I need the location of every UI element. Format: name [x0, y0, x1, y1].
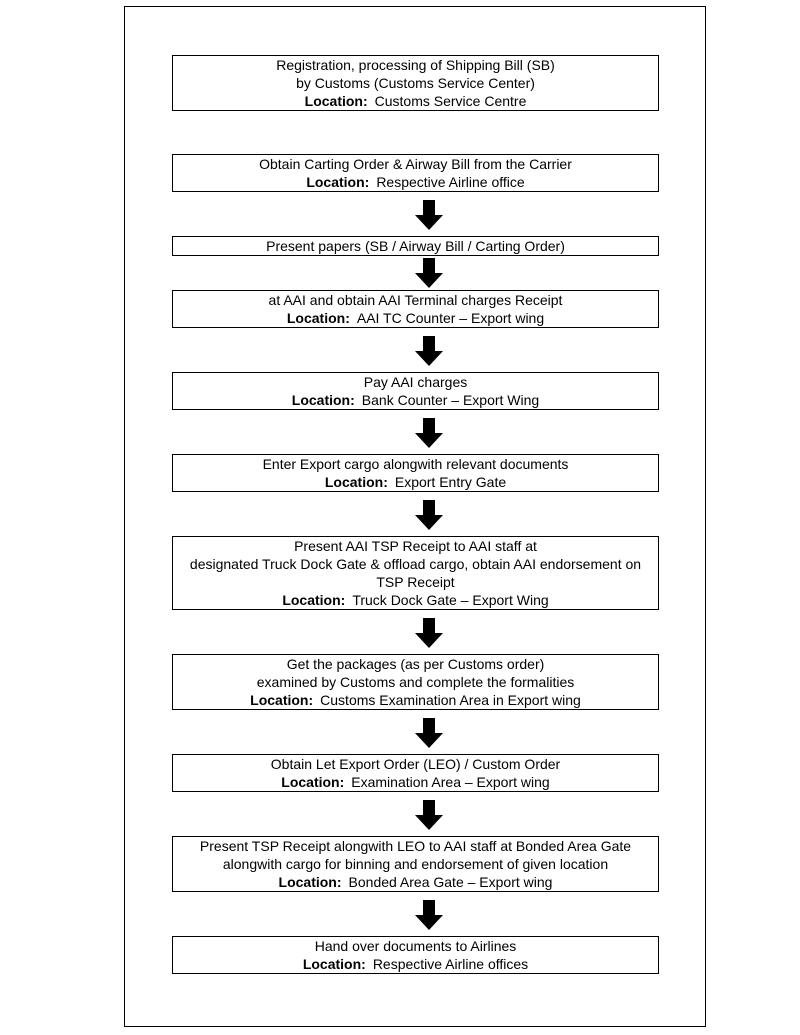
step-text: examined by Customs and complete the formalities — [256, 674, 575, 690]
step-text: Hand over documents to Airlines — [314, 938, 517, 954]
step-location — [179, 873, 652, 891]
flow-connector — [172, 200, 659, 230]
down-arrow-icon — [415, 258, 443, 288]
location-label: Location: — [302, 956, 366, 972]
step-text: Enter Export cargo alongwith relevant documents — [262, 456, 569, 472]
step-text: alongwith cargo for binning and endorsement of given location — [222, 856, 609, 872]
location-value: Respective Airline office — [376, 174, 525, 190]
flow-step-terminal-charges — [172, 290, 659, 328]
flow-step-customs-examination — [172, 654, 659, 710]
step-text: Obtain Carting Order & Airway Bill from the Carrier — [259, 156, 572, 172]
step-text: Get the packages (as per Customs order) — [286, 656, 545, 672]
down-arrow-icon — [415, 900, 443, 930]
step-text: Registration, processing of Shipping Bill (SB) — [276, 57, 555, 73]
down-arrow-icon — [415, 200, 443, 230]
flow-step-enter-cargo — [172, 454, 659, 492]
location-label: Location: — [250, 692, 314, 708]
location-value: Examination Area – Export wing — [351, 774, 550, 790]
step-location — [179, 955, 652, 973]
step-location — [179, 92, 652, 110]
step-location — [179, 773, 652, 791]
location-value: Export Entry Gate — [394, 474, 507, 490]
flow-step-tsp-receipt — [172, 536, 659, 610]
step-text: Present papers (SB / Airway Bill / Carting Order) — [266, 238, 565, 254]
flow-step-bonded-area — [172, 836, 659, 892]
location-label: Location: — [324, 474, 388, 490]
flow-step-registration — [172, 55, 659, 111]
step-location — [179, 591, 652, 609]
flow-connector — [172, 718, 659, 748]
location-label: Location: — [286, 310, 350, 326]
export-process-flowchart — [172, 55, 659, 974]
down-arrow-icon — [415, 800, 443, 830]
flow-step-let-export-order — [172, 754, 659, 792]
down-arrow-icon — [415, 500, 443, 530]
flow-step-present-papers — [172, 236, 659, 256]
step-text: Present TSP Receipt alongwith LEO to AAI staff at Bonded Area Gate — [199, 838, 632, 854]
step-location — [179, 309, 652, 327]
step-text: Present AAI TSP Receipt to AAI staff at — [294, 538, 537, 554]
step-text: Pay AAI charges — [363, 374, 468, 390]
step-location — [179, 173, 652, 191]
down-arrow-icon — [415, 718, 443, 748]
step-text: at AAI and obtain AAI Terminal charges Receipt — [268, 292, 563, 308]
step-text: Obtain Let Export Order (LEO) / Custom Order — [270, 756, 561, 772]
down-arrow-icon — [415, 336, 443, 366]
flow-connector — [172, 336, 659, 366]
location-label: Location: — [281, 774, 345, 790]
location-value: AAI TC Counter – Export wing — [356, 310, 545, 326]
flow-step-carting-order — [172, 154, 659, 192]
location-value: Customs Service Centre — [374, 93, 527, 109]
step-location — [179, 391, 652, 409]
flow-connector — [172, 258, 659, 288]
step-text: TSP Receipt — [376, 574, 455, 590]
location-value: Customs Examination Area in Export wing — [320, 692, 581, 708]
step-text: by Customs (Customs Service Center) — [296, 75, 535, 91]
flow-connector — [172, 418, 659, 448]
flow-connector — [172, 618, 659, 648]
down-arrow-icon — [415, 618, 443, 648]
down-arrow-icon — [415, 418, 443, 448]
location-label: Location: — [278, 874, 342, 890]
flow-connector — [172, 800, 659, 830]
flow-step-pay-charges — [172, 372, 659, 410]
location-value: Truck Dock Gate – Export Wing — [352, 592, 549, 608]
location-label: Location: — [282, 592, 346, 608]
location-label: Location: — [291, 392, 355, 408]
location-label: Location: — [306, 174, 370, 190]
location-value: Bonded Area Gate – Export wing — [348, 874, 553, 890]
step-location — [179, 473, 652, 491]
location-label: Location: — [304, 93, 368, 109]
flow-step-handover-documents — [172, 936, 659, 974]
step-text: designated Truck Dock Gate & offload cargo, obtain AAI endorsement on — [189, 556, 642, 572]
flow-connector — [172, 500, 659, 530]
location-value: Bank Counter – Export Wing — [361, 392, 540, 408]
step-location — [179, 691, 652, 709]
location-value: Respective Airline offices — [372, 956, 529, 972]
flow-connector — [172, 900, 659, 930]
